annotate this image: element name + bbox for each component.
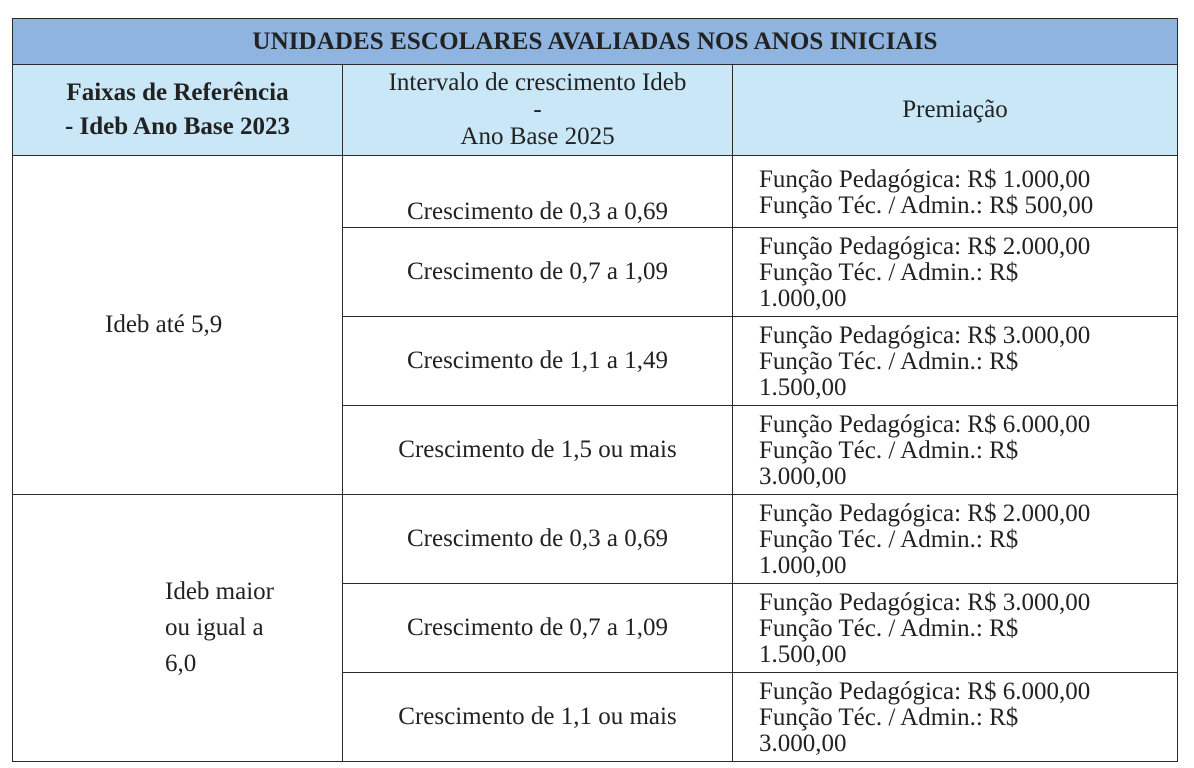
prize-tecnica-value: 1.000,00: [759, 552, 847, 579]
prize-tecnica: Função Téc. / Admin.: R$: [759, 348, 1019, 375]
range-cell: Crescimento de 0,7 a 1,09: [343, 584, 733, 673]
prize-pedagogica: Função Pedagógica: R$ 2.000,00: [759, 233, 1091, 260]
table-row: [13, 156, 1178, 228]
prize-cell: [733, 673, 1178, 762]
table-title: UNIDADES ESCOLARES AVALIADAS NOS ANOS INICIAIS: [13, 19, 1178, 65]
header-intervalo-line2: -: [533, 96, 542, 123]
prize-tecnica: Função Téc. / Admin.: R$: [759, 259, 1019, 286]
table-title-row: [13, 19, 1178, 65]
range-cell: Crescimento de 0,7 a 1,09: [343, 228, 733, 317]
header-premiacao: Premiação: [733, 65, 1178, 156]
prize-cell: [733, 156, 1178, 228]
prize-tecnica-value: 1.000,00: [759, 285, 847, 312]
table-row: [13, 495, 1178, 584]
table-header-row: [13, 65, 1178, 156]
header-faixas-line2: - Ideb Ano Base 2023: [64, 113, 291, 140]
prize-tecnica-value: 1.500,00: [759, 641, 847, 668]
prize-cell: [733, 406, 1178, 495]
header-intervalo: [343, 65, 733, 156]
prize-pedagogica: Função Pedagógica: R$ 2.000,00: [759, 500, 1091, 527]
faixa-cell-ideb-ate-5-9: Ideb até 5,9: [13, 156, 343, 495]
prize-tecnica-value: 1.500,00: [759, 374, 847, 401]
faixa-line3: 6,0: [165, 650, 197, 677]
range-cell: Crescimento de 0,3 a 0,69: [343, 156, 733, 228]
prize-cell: [733, 495, 1178, 584]
prize-tecnica-value: 3.000,00: [759, 730, 847, 757]
range-cell: Crescimento de 1,1 a 1,49: [343, 317, 733, 406]
faixa-cell-ideb-maior-6-0: [13, 495, 343, 762]
prize-pedagogica: Função Pedagógica: R$ 1.000,00: [759, 165, 1091, 193]
range-cell: Crescimento de 0,3 a 0,69: [343, 495, 733, 584]
prize-pedagogica: Função Pedagógica: R$ 3.000,00: [759, 589, 1091, 616]
prize-tecnica: Função Téc. / Admin.: R$: [759, 704, 1019, 731]
range-cell: Crescimento de 1,5 ou mais: [343, 406, 733, 495]
prize-tecnica: Função Téc. / Admin.: R$: [759, 526, 1019, 553]
awards-table: [12, 18, 1178, 762]
prize-pedagogica: Função Pedagógica: R$ 6.000,00: [759, 411, 1091, 438]
header-intervalo-line3: Ano Base 2025: [460, 123, 615, 150]
prize-cell: [733, 317, 1178, 406]
prize-cell: [733, 228, 1178, 317]
prize-cell: [733, 584, 1178, 673]
header-faixas: [13, 65, 343, 156]
prize-tecnica: Função Téc. / Admin.: R$: [759, 615, 1019, 642]
prize-tecnica: Função Téc. / Admin.: R$: [759, 437, 1019, 464]
faixa-line2: ou igual a: [165, 614, 264, 641]
range-cell: Crescimento de 1,1 ou mais: [343, 673, 733, 762]
header-faixas-line1: Faixas de Referência: [66, 79, 289, 106]
prize-tecnica: Função Téc. / Admin.: R$ 500,00: [759, 191, 1094, 219]
prize-tecnica-value: 3.000,00: [759, 463, 847, 490]
header-intervalo-line1: Intervalo de crescimento Ideb: [388, 69, 687, 96]
prize-pedagogica: Função Pedagógica: R$ 6.000,00: [759, 678, 1091, 705]
prize-pedagogica: Função Pedagógica: R$ 3.000,00: [759, 322, 1091, 349]
faixa-line1: Ideb maior: [165, 578, 274, 605]
